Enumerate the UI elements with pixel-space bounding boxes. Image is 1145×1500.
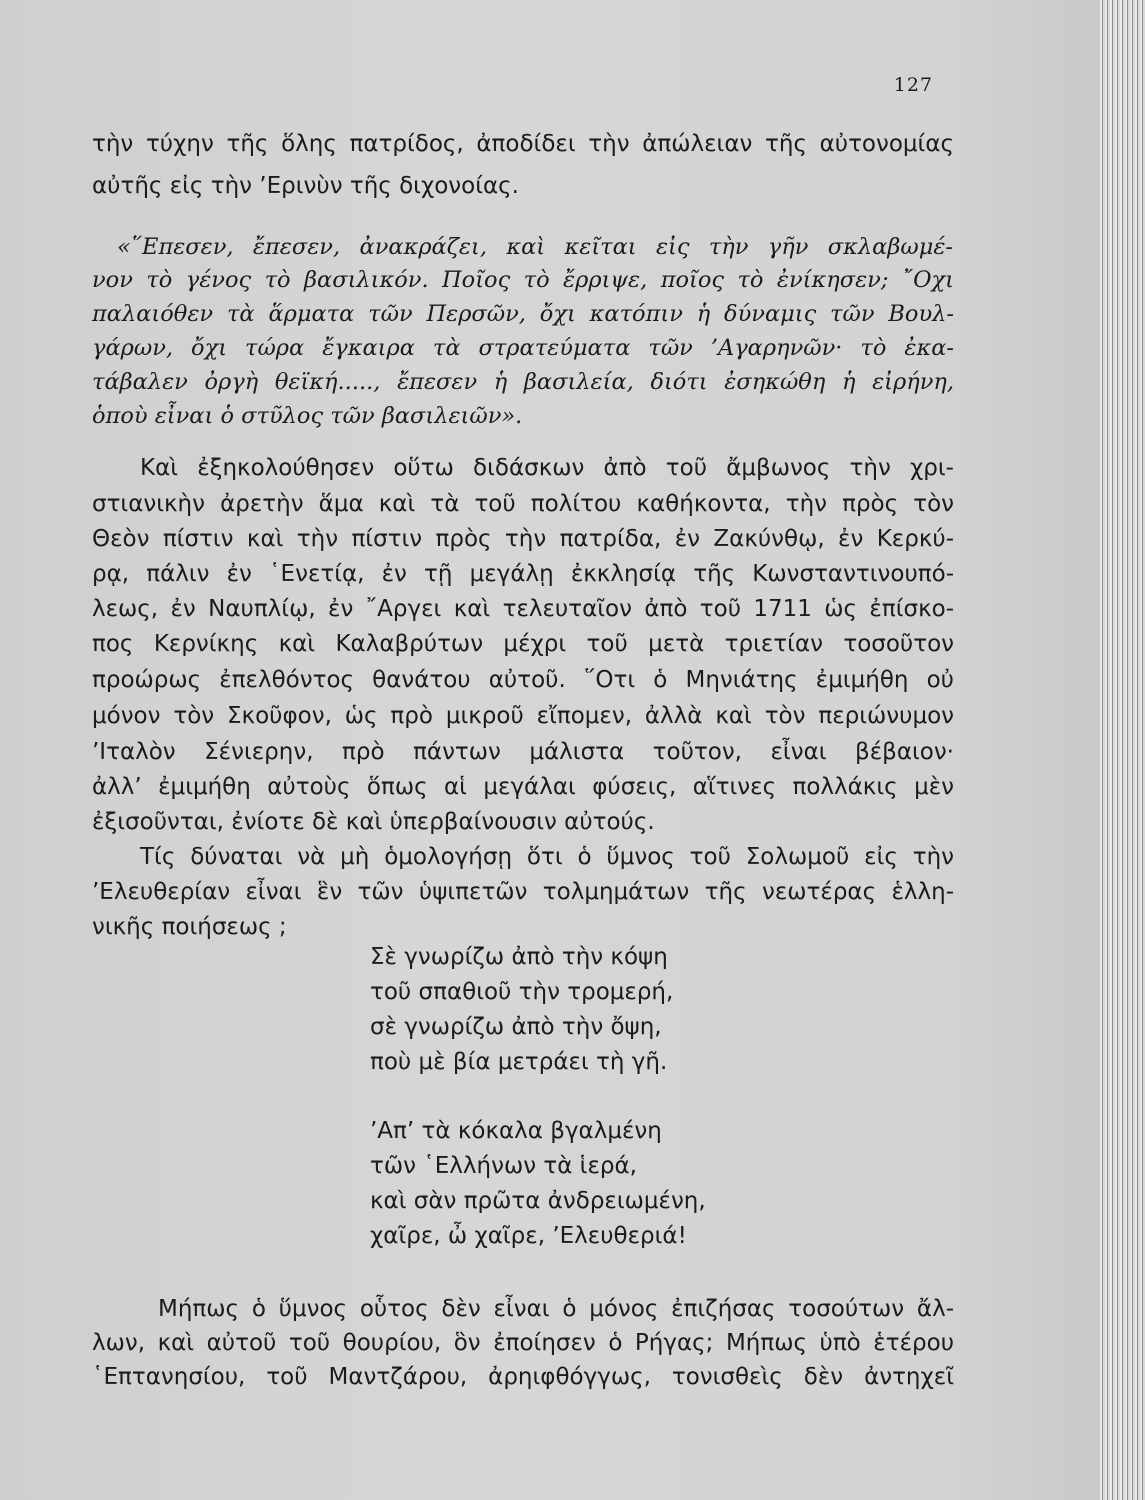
- paragraph-4-line: Μήπως ὁ ὕμνος οὗτος δὲν εἶναι ὁ μόνος ἐπιζήσας τοσούτων ἄλ-: [158, 1296, 954, 1322]
- poem-line: τῶν ῾Ελλήνων τὰ ἱερά,: [370, 1153, 637, 1179]
- quote-line: παλαιόθεν τὰ ἅρματα τῶν Περσῶν, ὄχι κατόπιν ἡ δύναμις τῶν Βουλ-: [92, 301, 954, 327]
- paragraph-2-line: Καὶ ἐξηκολούθησεν οὕτω διδάσκων ἀπὸ τοῦ ἄμβωνος τὴν χρι-: [140, 455, 954, 481]
- paragraph-2-line: ἀλλ’ ἐμιμήθη αὐτοὺς ὅπως αἱ μεγάλαι φύσεις, αἵτινες πολλάκις μὲν: [92, 774, 954, 800]
- poem-line: ’Απ’ τὰ κόκαλα βγαλμένη: [370, 1118, 662, 1144]
- poem-line: Σὲ γνωρίζω ἀπὸ τὴν κόψη: [370, 944, 668, 970]
- poem-line: ποὺ μὲ βία μετράει τὴ γῆ.: [370, 1049, 668, 1075]
- paragraph-1-line: αὐτῆς εἰς τὴν ’Ερινὺν τῆς διχονοίας.: [92, 173, 519, 199]
- paragraph-2-line: Θεὸν πίστιν καὶ τὴν πίστιν πρὸς τὴν πατρίδα, ἐν Ζακύνθῳ, ἐν Κερκύ-: [92, 526, 954, 552]
- paragraph-2-line: ρᾳ, πάλιν ἐν ῾Ενετίᾳ, ἐν τῇ μεγάλῃ ἐκκλησίᾳ τῆς Κωνσταντινουπό-: [92, 561, 954, 587]
- paragraph-4-line: ῾Επτανησίου, τοῦ Μαντζάρου, ἀρηιφθόγγως, τονισθεὶς δὲν ἀντηχεῖ: [92, 1364, 954, 1390]
- paragraph-2-line: λεως, ἐν Ναυπλίῳ, ἐν ῎Αργει καὶ τελευταῖον ἀπὸ τοῦ 1711 ὡς ἐπίσκο-: [92, 596, 954, 622]
- paragraph-3-line: νικῆς ποιήσεως ;: [92, 914, 287, 940]
- poem-line: σὲ γνωρίζω ἀπὸ τὴν ὄψη,: [370, 1014, 662, 1040]
- paragraph-2-line: προώρως ἐπελθόντος θανάτου αὐτοῦ. ῞Οτι ὁ Μηνιάτης ἐμιμήθη οὐ: [92, 667, 954, 693]
- paragraph-2-line: ἐξισοῦνται, ἐνίοτε δὲ καὶ ὑπερβαίνουσιν αὐτούς.: [92, 809, 655, 835]
- paragraph-1-line: τὴν τύχην τῆς ὅλης πατρίδος, ἀποδίδει τὴν ἀπώλειαν τῆς αὐτονομίας: [92, 131, 954, 157]
- paragraph-2-line: μόνον τὸν Σκοῦφον, ὡς πρὸ μικροῦ εἴπομεν, ἀλλὰ καὶ τὸν περιώνυμον: [92, 703, 954, 729]
- quote-line: γάρων, ὄχι τώρα ἔγκαιρα τὰ στρατεύματα τῶν ’Αγαρηνῶν· τὸ ἐκα-: [92, 335, 954, 361]
- paragraph-3-line: Τίς δύναται νὰ μὴ ὁμολογήσῃ ὅτι ὁ ὕμνος τοῦ Σολωμοῦ εἰς τὴν: [140, 844, 954, 870]
- paragraph-4-line: λων, καὶ αὐτοῦ τοῦ θουρίου, ὃν ἐποίησεν ὁ Ρήγας; Μήπως ὑπὸ ἑτέρου: [92, 1330, 954, 1356]
- paragraph-2-line: στιανικὴν ἀρετὴν ἅμα καὶ τὰ τοῦ πολίτου καθήκοντα, τὴν πρὸς τὸν: [92, 491, 954, 517]
- page-number: 127: [893, 74, 933, 96]
- paragraph-3-line: ’Ελευθερίαν εἶναι ἓν τῶν ὑψιπετῶν τολμημάτων τῆς νεωτέρας ἑλλη-: [92, 879, 954, 905]
- quote-line: «῞Επεσεν, ἔπεσεν, ἀνακράζει, καὶ κεῖται εἰς τὴν γῆν σκλαβωμέ-: [117, 234, 953, 260]
- quote-line: ὁποὺ εἶναι ὁ στῦλος τῶν βασιλειῶν».: [92, 403, 523, 429]
- page-edges: [1100, 0, 1145, 1500]
- quote-line: τάβαλεν ὀργὴ θεϊκή....., ἔπεσεν ἡ βασιλεία, διότι ἐσηκώθη ἡ εἰρήνη,: [92, 369, 954, 395]
- paragraph-2-line: ’Ιταλὸν Σένιερην, πρὸ πάντων μάλιστα τοῦτον, εἶναι βέβαιον·: [92, 739, 954, 765]
- paragraph-2-line: πος Κερνίκης καὶ Καλαβρύτων μέχρι τοῦ μετὰ τριετίαν τοσοῦτον: [92, 631, 954, 657]
- poem-line: καὶ σὰν πρῶτα ἀνδρειωμένη,: [370, 1188, 706, 1214]
- quote-line: νον τὸ γένος τὸ βασιλικόν. Ποῖος τὸ ἔρριψε, ποῖος τὸ ἐνίκησεν; ῎Οχι: [92, 267, 954, 293]
- poem-line: χαῖρε, ὦ χαῖρε, ’Ελευθεριά!: [370, 1223, 687, 1249]
- poem-line: τοῦ σπαθιοῦ τὴν τρομερή,: [370, 979, 674, 1005]
